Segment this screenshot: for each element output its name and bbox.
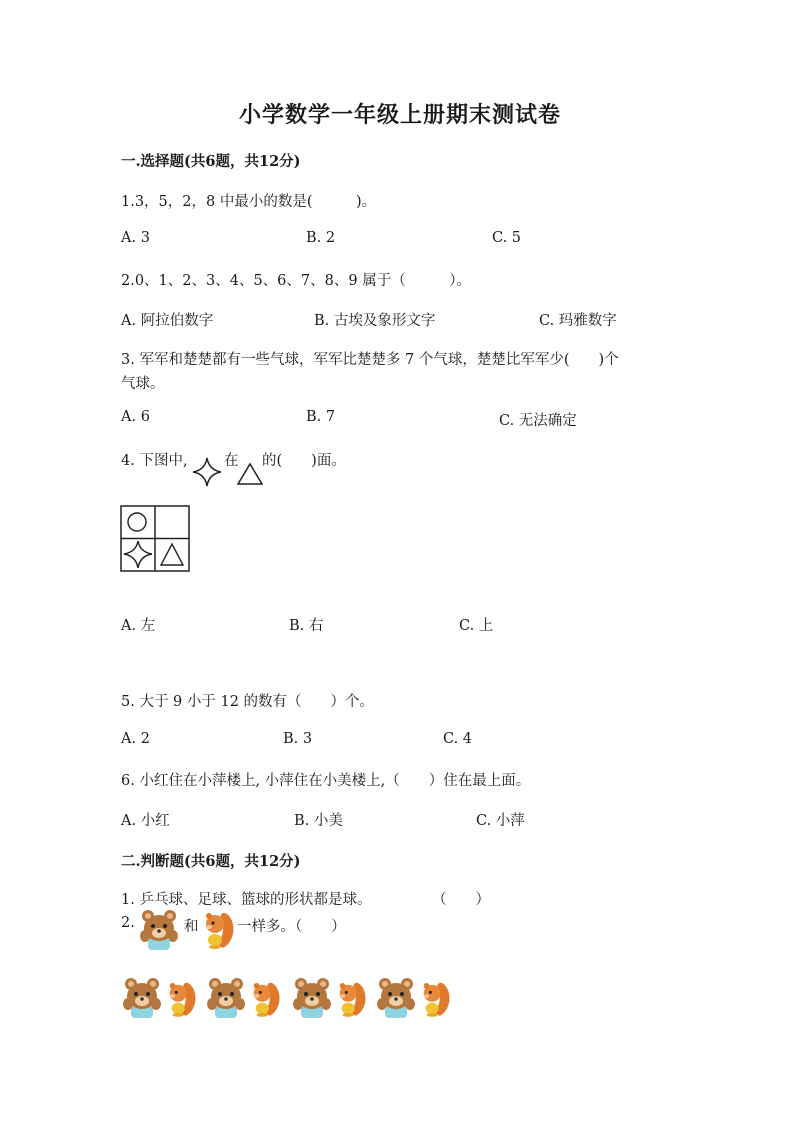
q5-option-b: B. 3 [283,731,313,747]
q1-option-b: B. 2 [306,230,336,246]
judge-question-1: 1. 乒乓球、足球、篮球的形状都是球。 [121,892,372,908]
q3-option-b: B. 7 [306,409,336,425]
bear-icon [138,908,180,950]
bear-icon [205,976,247,1018]
grid-star-icon [124,541,152,568]
q5-option-a: A. 2 [121,731,150,747]
question-4-prefix: 4. 下图中, [121,453,188,469]
grid-triangle-icon [161,544,183,565]
judge-question-2-prefix: 2. [121,915,135,931]
squirrel-icon [419,978,451,1018]
triangle-icon [236,462,264,486]
bear-icon [291,976,333,1018]
section-heading-choice: 一.选择题(共6题，共12分) [121,153,301,170]
q4-option-c: C. 上 [459,618,494,634]
q6-option-b: B. 小美 [294,813,343,829]
squirrel-icon [165,978,197,1018]
judge-question-2-suffix: 一样多。（ ） [237,919,346,935]
squirrel-icon [201,908,235,950]
page-title: 小学数学一年级上册期末测试卷 [238,102,561,128]
bear-icon [121,976,163,1018]
question-5: 5. 大于 9 小于 12 的数有（ ）个。 [121,694,375,710]
section-heading-judgement: 二.判断题(共6题，共12分) [121,853,301,870]
q3-option-a: A. 6 [121,409,150,425]
q2-option-a: A. 阿拉伯数字 [121,313,214,329]
q1-option-a: A. 3 [121,230,150,246]
judge-question-2-mid: 和 [184,919,199,935]
bear-squirrel-row [121,972,461,1022]
question-4-mid: 在 [224,453,239,469]
judge-question-1-blank: （ ） [432,892,490,908]
q4-option-b: B. 右 [289,618,324,634]
star-icon [191,456,223,488]
question-6: 6. 小红住在小萍楼上, 小萍住在小美楼上,（ ）住在最上面。 [121,773,531,789]
question-3-line1: 3. 军军和楚楚都有一些气球，军军比楚楚多 7 个气球，楚楚比军军少( )个 [121,352,619,368]
question-4-suffix: 的( )面。 [262,453,346,469]
q4-grid-figure [120,505,190,572]
q2-option-b: B. 古埃及象形文字 [314,313,436,329]
question-3-line2: 气球。 [121,376,165,392]
squirrel-icon [335,978,367,1018]
q2-option-c: C. 玛雅数字 [539,313,617,329]
question-1: 1.3，5，2，8 中最小的数是( )。 [121,194,377,210]
q4-option-a: A. 左 [121,618,156,634]
squirrel-icon [249,978,281,1018]
q1-option-c: C. 5 [492,230,522,246]
q6-option-c: C. 小萍 [476,813,525,829]
q6-option-a: A. 小红 [121,813,170,829]
bear-icon [375,976,417,1018]
q3-option-c: C. 无法确定 [499,413,577,429]
grid-circle-icon [128,513,146,531]
question-2: 2.0、1、2、3、4、5、6、7、8、9 属于（ ）。 [121,273,471,289]
q5-option-c: C. 4 [443,731,473,747]
